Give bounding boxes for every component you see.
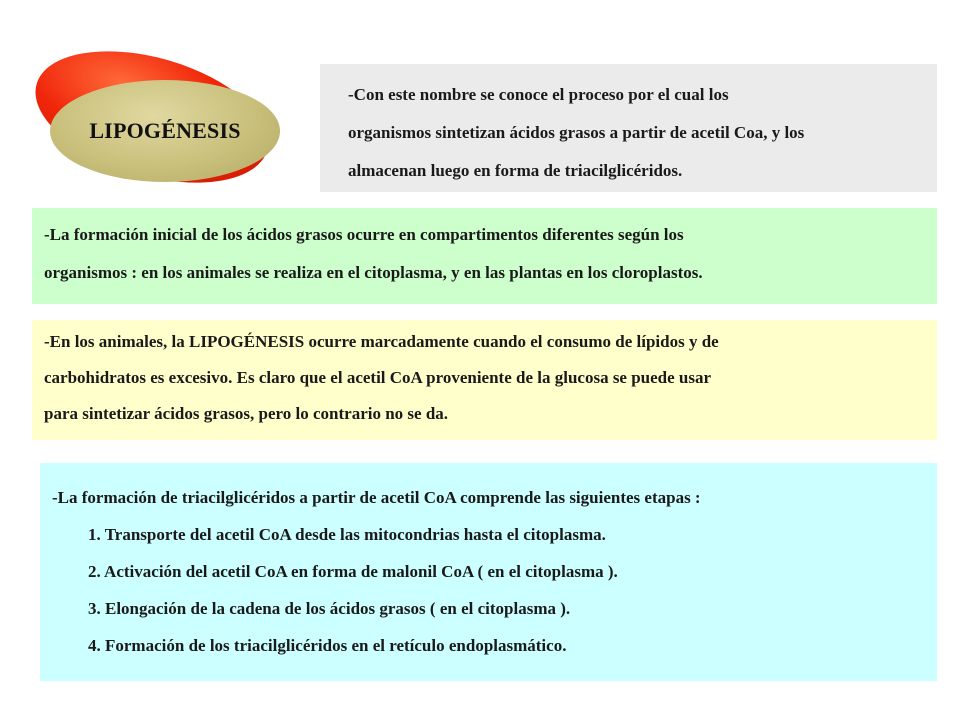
stage-step: 3. Elongación de la cadena de los ácidos grasos ( en el citoplasma ). [88, 599, 571, 618]
animals-line: -En los animales, la LIPOGÉNESIS ocurre marcadamente cuando el consumo de lípidos y de [44, 332, 719, 351]
stage-step: 1. Transporte del acetil CoA desde las mitocondrias hasta el citoplasma. [88, 525, 606, 544]
stage-step: 2. Activación del acetil CoA en forma de malonil CoA ( en el citoplasma ). [88, 562, 618, 581]
page-title: LIPOGÉNESIS [89, 118, 241, 143]
formation-panel [32, 208, 937, 304]
stage-step: 4. Formación de los triacilglicéridos en el retículo endoplasmático. [88, 636, 567, 655]
badge-front-ellipse [50, 80, 280, 182]
intro-line: organismos sintetizan ácidos grasos a partir de acetil Coa, y los [348, 123, 805, 142]
animals-line: carbohidratos es excesivo. Es claro que el acetil CoA proveniente de la glucosa se puede usar [44, 368, 712, 387]
formation-line: organismos : en los animales se realiza en el citoplasma, y en las plantas en los cloroplastos. [44, 263, 703, 282]
animals-line: para sintetizar ácidos grasos, pero lo contrario no se da. [44, 404, 449, 423]
title-badge [28, 52, 298, 192]
intro-line: -Con este nombre se conoce el proceso por el cual los [348, 85, 729, 104]
stages-intro: -La formación de triacilglicéridos a partir de acetil CoA comprende las siguientes etapas : [52, 488, 701, 507]
intro-line: almacenan luego en forma de triacilglicéridos. [348, 161, 683, 180]
animals-panel [32, 320, 937, 440]
intro-panel [320, 64, 937, 192]
formation-line: -La formación inicial de los ácidos grasos ocurre en compartimentos diferentes según los [44, 225, 684, 244]
stages-panel [40, 463, 937, 681]
